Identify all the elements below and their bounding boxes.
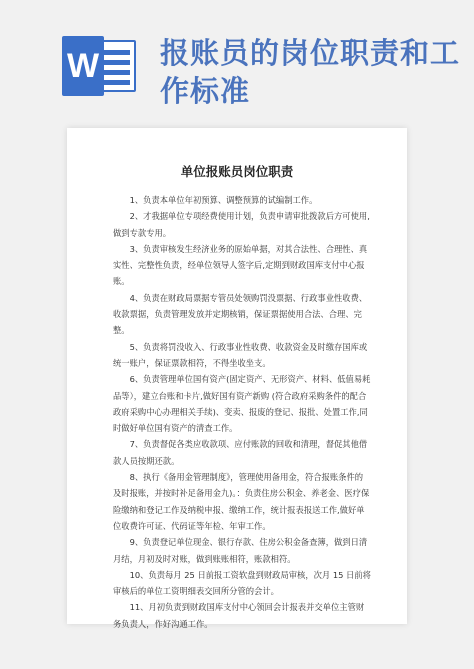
document-title: 单位报账员岗位职责 bbox=[180, 164, 294, 179]
document-body bbox=[113, 192, 371, 632]
paragraph: 9、负责登记单位现金、银行存款、住房公积金备查簿，做到日清月结，月初及时对账，做到账账相符，账款相符。 bbox=[113, 537, 368, 564]
page-title: 报账员的岗位职责和工作标准 bbox=[160, 36, 461, 108]
paragraph: 5、负责将罚没收入、行政事业性收费、收款资金及时缴存国库或统一账户，保证票款相符，不得坐收坐支。 bbox=[113, 341, 368, 368]
paragraph: 6、负责管理单位国有资产(固定资产、无形资产、材料、低值易耗品等），建立台账和卡片,做好国有资产新购 (符合政府采购条件的配合政府采购中心办理相关手续)、变卖、报废的登记、报批、处置工作,同时做好单位国有资产的清查工作。 bbox=[113, 374, 371, 434]
paragraph: 11、月初负责到财政国库支付中心领回会计报表并交单位主管财务负责人，作好沟通工作。 bbox=[113, 602, 365, 629]
paragraph: 3、负责审核发生经济业务的原始单据，对其合法性、合理性、真实性、完整性负责，经单位领导人签字后,定期到财政国库支付中心报账。 bbox=[113, 243, 368, 287]
paragraph: 10、负责每月 25 日前报工资软盘到财政局审核，次月 15 日前将审核后的单位工资明细表交回所分管的会计。 bbox=[113, 569, 371, 597]
word-document-icon bbox=[62, 36, 136, 96]
paragraph: 4、负责在财政局票据专管员处领购罚没票据、行政事业性收费、收款票据，负责管理发放并定期核销，保证票据使用合法、合理、完整。 bbox=[113, 292, 368, 336]
header bbox=[0, 0, 474, 120]
paragraph: 8、执行《备用金管理制度》，管理使用备用金，符合报账条件的及时报账，并按时补足备用金九)。：负责住房公积金、养老金、医疗保险缴纳和登记工作及纳税申报、缴纳工作，统计报表报送工作,做好单位收费许可证、代码证等年检、年审工作。 bbox=[113, 472, 370, 531]
document-page bbox=[67, 128, 407, 629]
word-icon-letter: W bbox=[62, 36, 104, 96]
paragraph: 1、负责本单位年初预算、调整预算的试编制工作。 bbox=[129, 195, 318, 205]
paragraph: 2、才我据单位专项经费使用计划，负责申请审批拨款后方可使用,做到专款专用。 bbox=[113, 211, 370, 238]
paragraph: 7、负责督促各类应收款项、应付账款的回收和清理，督促其他借款人员按期还款。 bbox=[113, 439, 368, 466]
